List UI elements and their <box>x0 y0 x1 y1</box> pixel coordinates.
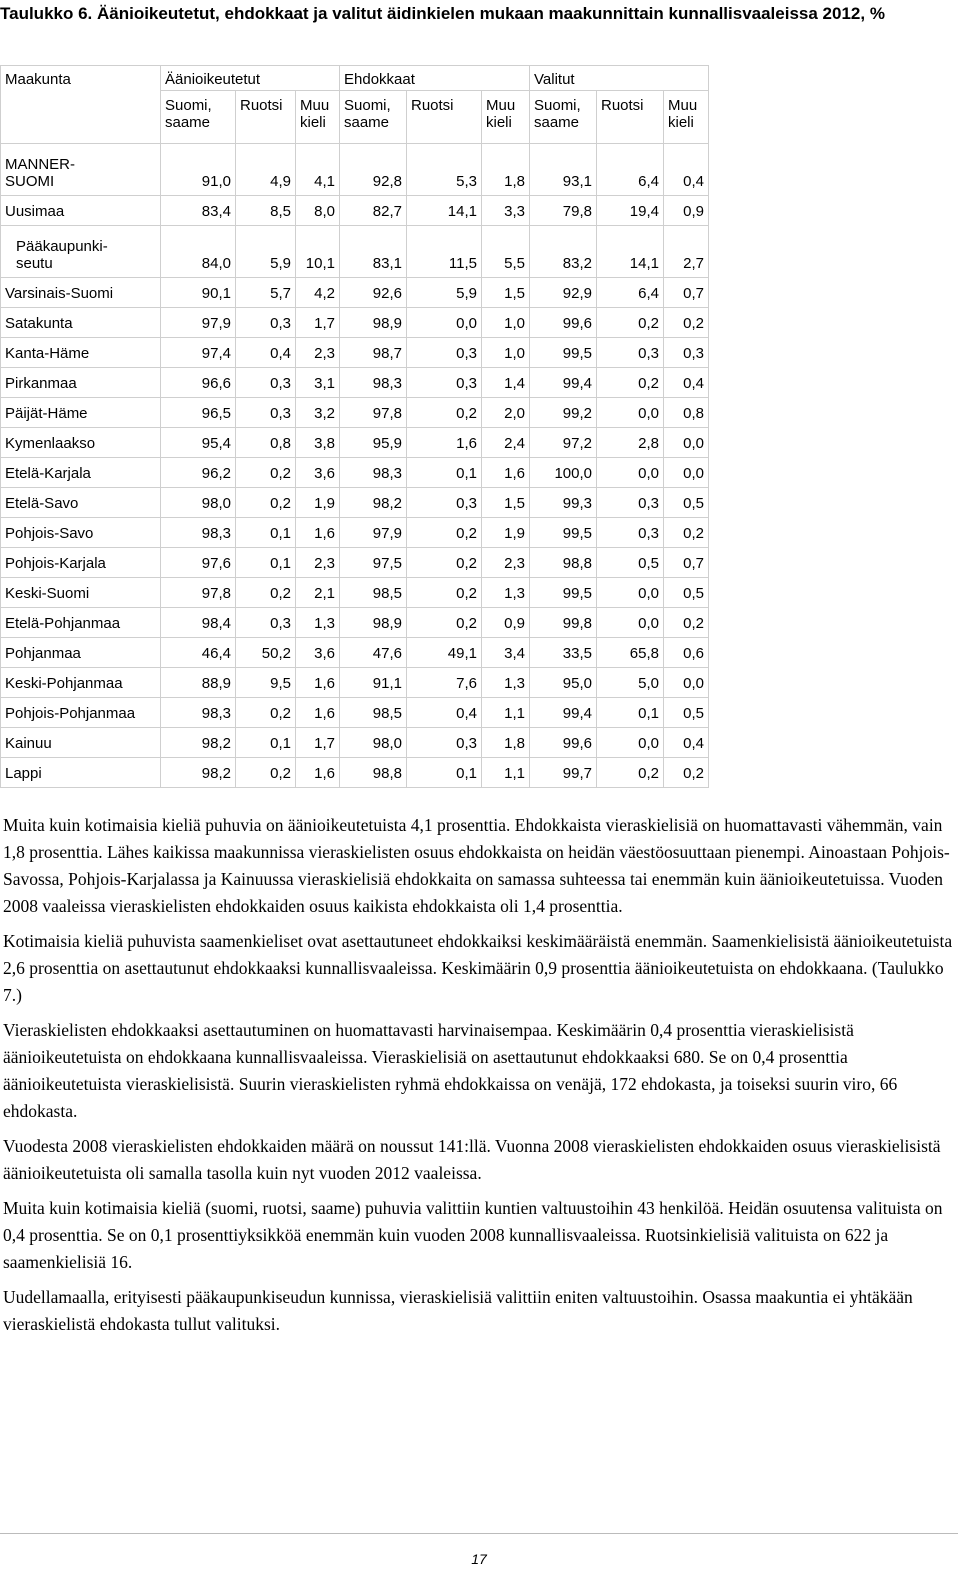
region-name: Pirkanmaa <box>1 368 161 398</box>
region-name: Kymenlaakso <box>1 428 161 458</box>
table-row <box>1 458 709 488</box>
table-cell: 99,7 <box>530 758 597 788</box>
region-name: Keski-Pohjanmaa <box>1 668 161 698</box>
subheader-finnish-eligible <box>161 91 236 144</box>
table-cell: 95,9 <box>340 428 407 458</box>
subheader-line: Suomi, <box>165 97 212 114</box>
table-cell: 0,3 <box>407 368 482 398</box>
subheader-line: saame <box>534 114 580 131</box>
paragraph: Vieraskielisten ehdokkaaksi asettautuminen on huomattavasti harvinaisempaa. Keskimäärin 0,4 prosenttia vieraskielisistä äänioikeutetuista on ehdokkaana kunnallisvaaleissa. Vieraskielisiä on asettautunut ehdokkaaksi 680. Se on 0,4 prosenttia äänioikeutetuista vieraskielisistä. Suurin vieraskielisten ryhmä ehdokkaissa on venäjä, 172 ehdokasta, ja toiseksi suurin viro, 66 ehdokasta. <box>3 1020 898 1121</box>
table-cell: 0,0 <box>597 398 664 428</box>
table-cell: 50,2 <box>236 638 296 668</box>
table-cell: 83,2 <box>530 226 597 278</box>
table-cell: 92,6 <box>340 278 407 308</box>
table-row <box>1 196 709 226</box>
table-cell: 0,2 <box>236 458 296 488</box>
table-cell: 0,2 <box>407 398 482 428</box>
region-name: Pohjanmaa <box>1 638 161 668</box>
subheader-swedish-candidates: Ruotsi <box>407 91 482 144</box>
table-row <box>1 144 709 196</box>
paragraph: Vuodesta 2008 vieraskielisten ehdokkaiden määrä on noussut 141:llä. Vuonna 2008 vieraskielisten ehdokkaiden osuus vieraskielisistä äänioikeutetuista oli samalla tasolla kuin nyt vuoden 2012 vaaleissa. <box>3 1136 941 1183</box>
table-cell: 79,8 <box>530 196 597 226</box>
table-cell: 0,0 <box>664 458 709 488</box>
table-cell: 0,2 <box>664 608 709 638</box>
table-cell: 97,6 <box>161 548 236 578</box>
table-cell: 47,6 <box>340 638 407 668</box>
subheader-finnish-candidates <box>340 91 407 144</box>
region-name: Satakunta <box>1 308 161 338</box>
region-name: Etelä-Pohjanmaa <box>1 608 161 638</box>
paragraph: Kotimaisia kieliä puhuvista saamenkieliset ovat asettautuneet ehdokkaiksi keskimääräistä enemmän. Saamenkielisistä äänioikeutetuista 2,6 prosenttia on asettautunut ehdokkaaksi kunnallisvaaleissa. Keskimäärin 0,9 prosenttia äänioikeutetuista on ehdokkaana. (Taulukko 7.) <box>3 931 953 1005</box>
region-name-line: seutu <box>16 255 53 272</box>
table-cell: 3,1 <box>296 368 340 398</box>
table-row <box>1 758 709 788</box>
paragraph: Muita kuin kotimaisia kieliä (suomi, ruotsi, saame) puhuvia valittiin kuntien valtuustoihin 43 henkilöä. Heidän osuutensa valituista on 0,4 prosenttia. Se on 0,1 prosenttiyksikköä enemmän kuin vuoden 2008 kunnallisvaaleissa. Ruotsinkielisiä valituista on 622 ja saamenkielisiä 16. <box>3 1198 943 1272</box>
table-cell: 88,9 <box>161 668 236 698</box>
table-cell: 11,5 <box>407 226 482 278</box>
table-cell: 98,8 <box>340 758 407 788</box>
table-cell: 91,1 <box>340 668 407 698</box>
subheader-line: Muu <box>486 97 516 114</box>
table-cell: 1,6 <box>296 518 340 548</box>
table-cell: 92,9 <box>530 278 597 308</box>
table-cell: 8,0 <box>296 196 340 226</box>
table-row <box>1 398 709 428</box>
table-cell: 97,4 <box>161 338 236 368</box>
table-cell: 97,5 <box>340 548 407 578</box>
table-cell: 0,2 <box>236 758 296 788</box>
table-cell: 0,3 <box>236 398 296 428</box>
paragraph: Muita kuin kotimaisia kieliä puhuvia on äänioikeutetuista 4,1 prosenttia. Ehdokkaista vieraskielisiä on huomattavasti vähemmän, vain 1,8 prosenttia. Lähes kaikissa maakunnissa vieraskielisten osuus ehdokkaista on heidän väestöosuuttaan pienempi. Ainoastaan Pohjois-Savossa, Pohjois-Karjalassa ja Kainuussa vieraskielisiä ehdokkaita on samassa suhteessa tai enemmän kuin äänioikeutetuissa. Vuoden 2008 vaaleissa vieraskielisten ehdokkaiden osuus kaikista ehdokkaista oli 1,4 prosenttia. <box>3 815 950 916</box>
table-cell: 1,8 <box>482 144 530 196</box>
table-cell: 65,8 <box>597 638 664 668</box>
table-cell: 0,0 <box>407 308 482 338</box>
table-row <box>1 338 709 368</box>
region-name: Kainuu <box>1 728 161 758</box>
table-cell: 0,0 <box>597 458 664 488</box>
table-cell: 1,6 <box>407 428 482 458</box>
table-cell: 0,0 <box>597 608 664 638</box>
region-name: Päijät-Häme <box>1 398 161 428</box>
table-cell: 0,7 <box>664 278 709 308</box>
table-cell: 0,0 <box>597 578 664 608</box>
table-cell: 97,8 <box>340 398 407 428</box>
table-cell: 98,8 <box>530 548 597 578</box>
data-table <box>0 65 709 788</box>
table-cell: 0,1 <box>236 548 296 578</box>
table-cell: 98,3 <box>340 368 407 398</box>
region-name: Etelä-Karjala <box>1 458 161 488</box>
table-cell: 0,5 <box>664 578 709 608</box>
table-cell: 1,1 <box>482 758 530 788</box>
table-cell: 0,0 <box>664 668 709 698</box>
table-cell: 2,8 <box>597 428 664 458</box>
table-cell: 7,6 <box>407 668 482 698</box>
table-cell: 0,5 <box>597 548 664 578</box>
table-cell: 0,3 <box>407 728 482 758</box>
subheader-swedish-elected: Ruotsi <box>597 91 664 144</box>
body-text <box>0 812 958 1346</box>
table-cell: 4,9 <box>236 144 296 196</box>
table-cell: 97,9 <box>340 518 407 548</box>
region-name <box>1 226 161 278</box>
region-name: Etelä-Savo <box>1 488 161 518</box>
table-cell: 0,3 <box>597 518 664 548</box>
table-cell: 98,2 <box>161 758 236 788</box>
table-cell: 6,4 <box>597 278 664 308</box>
table-cell: 98,0 <box>161 488 236 518</box>
table-cell: 3,3 <box>482 196 530 226</box>
footer-divider <box>0 1533 958 1534</box>
table-cell: 98,2 <box>161 728 236 758</box>
table-cell: 99,5 <box>530 338 597 368</box>
table-cell: 0,3 <box>236 368 296 398</box>
table-cell: 96,6 <box>161 368 236 398</box>
table-cell: 0,3 <box>236 308 296 338</box>
table-cell: 0,4 <box>407 698 482 728</box>
region-name: Lappi <box>1 758 161 788</box>
table-cell: 97,2 <box>530 428 597 458</box>
table-cell: 1,0 <box>482 308 530 338</box>
table-cell: 98,7 <box>340 338 407 368</box>
table-cell: 33,5 <box>530 638 597 668</box>
table-cell: 1,9 <box>296 488 340 518</box>
table-cell: 0,2 <box>236 578 296 608</box>
region-name: Pohjois-Pohjanmaa <box>1 698 161 728</box>
table-cell: 83,4 <box>161 196 236 226</box>
table-cell: 98,9 <box>340 308 407 338</box>
table-cell: 2,0 <box>482 398 530 428</box>
subheader-finnish-elected <box>530 91 597 144</box>
region-name-line: MANNER- <box>5 156 75 173</box>
table-cell: 0,1 <box>236 728 296 758</box>
table-cell: 10,1 <box>296 226 340 278</box>
table-cell: 84,0 <box>161 226 236 278</box>
table-cell: 0,2 <box>407 548 482 578</box>
table-cell: 3,6 <box>296 458 340 488</box>
table-cell: 1,8 <box>482 728 530 758</box>
table-cell: 1,9 <box>482 518 530 548</box>
region-name: Kanta-Häme <box>1 338 161 368</box>
region-name-line: Pääkaupunki- <box>16 238 108 255</box>
table-cell: 0,5 <box>664 698 709 728</box>
table-cell: 2,3 <box>482 548 530 578</box>
subheader-swedish-eligible: Ruotsi <box>236 91 296 144</box>
table-cell: 2,3 <box>296 548 340 578</box>
subheader-line: Suomi, <box>344 97 391 114</box>
subheader-line: saame <box>344 114 390 131</box>
table-cell: 98,2 <box>340 488 407 518</box>
table-row <box>1 368 709 398</box>
table-row <box>1 638 709 668</box>
table-cell: 3,6 <box>296 638 340 668</box>
table-cell: 98,3 <box>340 458 407 488</box>
table-cell: 14,1 <box>407 196 482 226</box>
region-name-line: SUOMI <box>5 173 55 190</box>
table-cell: 0,9 <box>664 196 709 226</box>
table-cell: 1,4 <box>482 368 530 398</box>
table-cell: 0,3 <box>236 608 296 638</box>
table-cell: 1,5 <box>482 488 530 518</box>
group-header-eligible: Äänioikeutetut <box>161 66 340 91</box>
table-cell: 1,3 <box>482 668 530 698</box>
table-cell: 0,3 <box>597 338 664 368</box>
table-cell: 3,4 <box>482 638 530 668</box>
table-cell: 5,9 <box>236 226 296 278</box>
table-cell: 8,5 <box>236 196 296 226</box>
subheader-line: kieli <box>300 114 326 131</box>
table-cell: 1,3 <box>482 578 530 608</box>
table-cell: 90,1 <box>161 278 236 308</box>
table-cell: 0,2 <box>236 698 296 728</box>
table-cell: 2,1 <box>296 578 340 608</box>
table-cell: 5,7 <box>236 278 296 308</box>
table-cell: 1,0 <box>482 338 530 368</box>
table-cell: 0,2 <box>407 578 482 608</box>
subheader-line: Muu <box>300 97 330 114</box>
region-name: Uusimaa <box>1 196 161 226</box>
table-cell: 0,2 <box>664 308 709 338</box>
table-cell: 0,3 <box>664 338 709 368</box>
table-cell: 99,6 <box>530 308 597 338</box>
table-cell: 5,0 <box>597 668 664 698</box>
table-cell: 0,4 <box>664 368 709 398</box>
table-cell: 1,6 <box>296 668 340 698</box>
table-cell: 99,5 <box>530 518 597 548</box>
table-row <box>1 278 709 308</box>
table-cell: 46,4 <box>161 638 236 668</box>
subheader-line: kieli <box>668 114 694 131</box>
region-name <box>1 144 161 196</box>
table-cell: 4,1 <box>296 144 340 196</box>
table-cell: 0,4 <box>236 338 296 368</box>
table-cell: 1,7 <box>296 728 340 758</box>
subheader-line: Muu <box>668 97 698 114</box>
table-row <box>1 308 709 338</box>
table-cell: 99,2 <box>530 398 597 428</box>
table-cell: 98,3 <box>161 698 236 728</box>
table-cell: 0,5 <box>664 488 709 518</box>
table-cell: 0,2 <box>664 518 709 548</box>
table-row <box>1 548 709 578</box>
table-cell: 82,7 <box>340 196 407 226</box>
table-body <box>1 66 709 788</box>
table-cell: 0,3 <box>407 338 482 368</box>
table-cell: 5,9 <box>407 278 482 308</box>
table-cell: 0,1 <box>597 698 664 728</box>
table-row <box>1 698 709 728</box>
table-cell: 0,0 <box>597 728 664 758</box>
table-cell: 2,4 <box>482 428 530 458</box>
table-cell: 0,2 <box>407 518 482 548</box>
table-cell: 100,0 <box>530 458 597 488</box>
table-cell: 98,4 <box>161 608 236 638</box>
table-cell: 0,6 <box>664 638 709 668</box>
subheader-other-candidates <box>482 91 530 144</box>
table-cell: 0,8 <box>664 398 709 428</box>
table-cell: 1,5 <box>482 278 530 308</box>
table-row <box>1 728 709 758</box>
table-cell: 91,0 <box>161 144 236 196</box>
table-cell: 0,2 <box>407 608 482 638</box>
table-cell: 95,0 <box>530 668 597 698</box>
subheader-line: kieli <box>486 114 512 131</box>
table-row <box>1 488 709 518</box>
table-cell: 5,3 <box>407 144 482 196</box>
subheader-other-eligible <box>296 91 340 144</box>
table-cell: 19,4 <box>597 196 664 226</box>
table-cell: 97,8 <box>161 578 236 608</box>
table-row <box>1 518 709 548</box>
table-cell: 3,8 <box>296 428 340 458</box>
table-cell: 0,2 <box>236 488 296 518</box>
table-cell: 96,2 <box>161 458 236 488</box>
table-cell: 98,0 <box>340 728 407 758</box>
table-cell: 99,3 <box>530 488 597 518</box>
table-cell: 1,6 <box>482 458 530 488</box>
table-cell: 2,3 <box>296 338 340 368</box>
table-cell: 0,0 <box>664 428 709 458</box>
table-row <box>1 668 709 698</box>
table-cell: 1,6 <box>296 758 340 788</box>
table-cell: 0,2 <box>597 758 664 788</box>
table-cell: 14,1 <box>597 226 664 278</box>
table-cell: 5,5 <box>482 226 530 278</box>
table-cell: 99,8 <box>530 608 597 638</box>
table-cell: 97,9 <box>161 308 236 338</box>
subheader-line: saame <box>165 114 211 131</box>
table-cell: 83,1 <box>340 226 407 278</box>
table-cell: 98,9 <box>340 608 407 638</box>
page-number: 17 <box>471 1551 487 1567</box>
table-cell: 0,4 <box>664 144 709 196</box>
table-cell: 0,8 <box>236 428 296 458</box>
table-cell: 96,5 <box>161 398 236 428</box>
table-cell: 1,7 <box>296 308 340 338</box>
table-title: Taulukko 6. Äänioikeutetut, ehdokkaat ja valitut äidinkielen mukaan maakunnittain kunnallisvaaleissa 2012, % <box>0 4 885 23</box>
table-cell: 0,9 <box>482 608 530 638</box>
table-cell: 98,5 <box>340 698 407 728</box>
region-name: Varsinais-Suomi <box>1 278 161 308</box>
table-cell: 99,6 <box>530 728 597 758</box>
paragraph: Uudellamaalla, erityisesti pääkaupunkiseudun kunnissa, vieraskielisiä valittiin eniten valtuustoihin. Osassa maakuntia ei yhtäkään vieraskielistä ehdokasta tullut valituksi. <box>3 1287 913 1334</box>
table-cell: 0,2 <box>597 368 664 398</box>
table-cell: 0,4 <box>664 728 709 758</box>
table-cell: 0,2 <box>664 758 709 788</box>
table-cell: 0,1 <box>236 518 296 548</box>
table-cell: 6,4 <box>597 144 664 196</box>
table-cell: 0,1 <box>407 758 482 788</box>
table-cell: 92,8 <box>340 144 407 196</box>
table-cell: 2,7 <box>664 226 709 278</box>
table-row <box>1 226 709 278</box>
table-cell: 95,4 <box>161 428 236 458</box>
group-header-candidates: Ehdokkaat <box>340 66 530 91</box>
group-header-row <box>1 66 709 91</box>
table-cell: 1,1 <box>482 698 530 728</box>
table-cell: 98,3 <box>161 518 236 548</box>
table-cell: 99,5 <box>530 578 597 608</box>
region-name: Pohjois-Savo <box>1 518 161 548</box>
region-name: Keski-Suomi <box>1 578 161 608</box>
group-header-elected: Valitut <box>530 66 709 91</box>
table-cell: 99,4 <box>530 698 597 728</box>
table-cell: 49,1 <box>407 638 482 668</box>
table-cell: 0,3 <box>597 488 664 518</box>
table-cell: 0,3 <box>407 488 482 518</box>
table-cell: 93,1 <box>530 144 597 196</box>
table-cell: 0,2 <box>597 308 664 338</box>
table-row <box>1 578 709 608</box>
region-column-header: Maakunta <box>1 66 161 144</box>
subheader-line: Suomi, <box>534 97 581 114</box>
table-cell: 98,5 <box>340 578 407 608</box>
table-cell: 9,5 <box>236 668 296 698</box>
subheader-other-elected <box>664 91 709 144</box>
table-cell: 1,6 <box>296 698 340 728</box>
region-name: Pohjois-Karjala <box>1 548 161 578</box>
table-cell: 0,1 <box>407 458 482 488</box>
table-row <box>1 428 709 458</box>
table-cell: 1,3 <box>296 608 340 638</box>
table-cell: 0,7 <box>664 548 709 578</box>
table-cell: 3,2 <box>296 398 340 428</box>
table-row <box>1 608 709 638</box>
table-cell: 99,4 <box>530 368 597 398</box>
table-cell: 4,2 <box>296 278 340 308</box>
